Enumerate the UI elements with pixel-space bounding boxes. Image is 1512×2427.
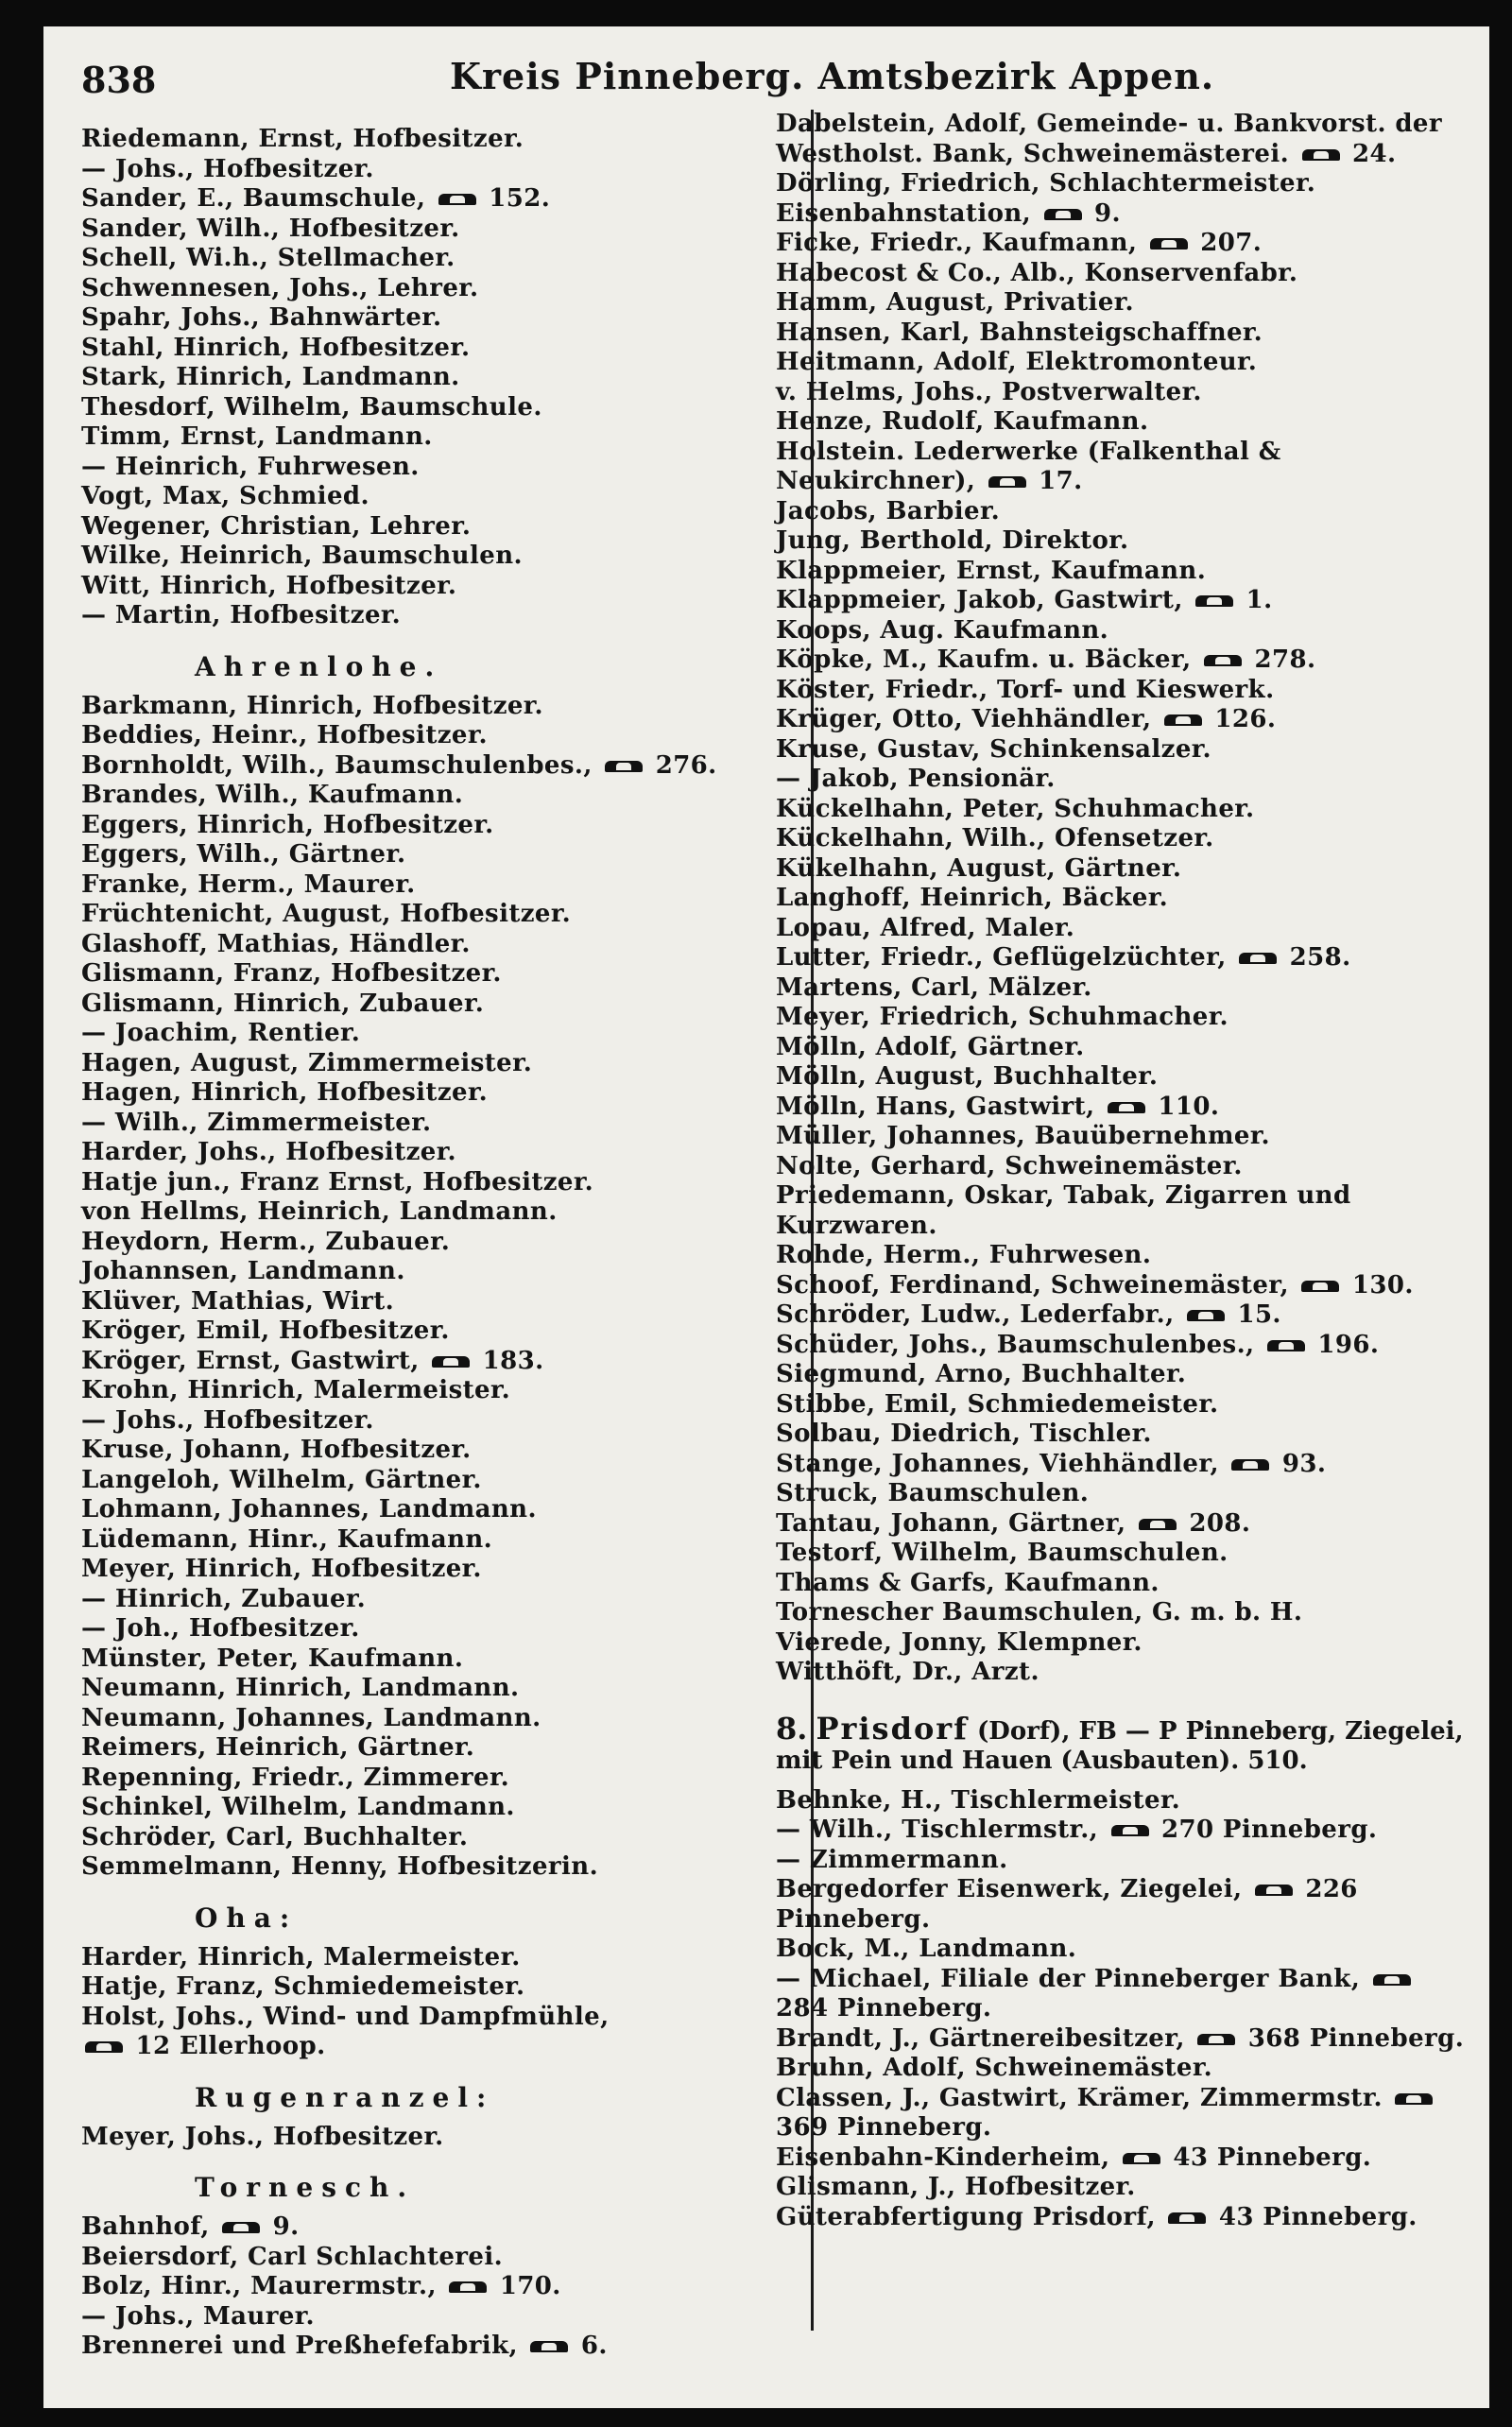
section-heading-tornesch: Tornesch.: [195, 2172, 416, 2203]
left-column: [81, 125, 781, 2362]
directory-entry: Hagen, August, Zimmermeister.: [81, 1048, 533, 1077]
directory-entry: Krüger, Otto, Viehhändler, 126.: [776, 705, 1277, 733]
directory-entry: Henze, Rudolf, Kaufmann.: [776, 407, 1149, 436]
telephone-icon: [85, 2040, 123, 2054]
directory-entry: von Hellms, Heinrich, Landmann.: [81, 1197, 558, 1226]
directory-entry: Kröger, Ernst, Gastwirt, 183.: [81, 1346, 544, 1375]
directory-entry: Stibbe, Emil, Schmiedemeister.: [776, 1389, 1219, 1419]
telephone-icon: [1108, 1101, 1145, 1114]
directory-entry: Wegener, Christian, Lehrer.: [81, 511, 472, 541]
directory-entry: Classen, J., Gastwirt, Krämer, Zimmermstr. 369 Pinneberg.: [776, 2083, 1446, 2142]
directory-entry: Schröder, Carl, Buchhalter.: [81, 1822, 469, 1851]
telephone-icon: [1204, 654, 1242, 667]
directory-page: [43, 26, 1489, 2408]
directory-entry: Früchtenicht, August, Hofbesitzer.: [81, 900, 572, 928]
directory-entry: Klappmeier, Jakob, Gastwirt, 1.: [776, 586, 1273, 614]
directory-entry: Dörling, Friedrich, Schlachtermeister.: [776, 169, 1316, 198]
directory-entry: Mölln, Hans, Gastwirt, 110.: [776, 1092, 1220, 1121]
right-column: [776, 110, 1466, 2232]
directory-entry: Habecost & Co., Alb., Konservenfabr.: [776, 258, 1298, 287]
entry-list-prisdorf: [776, 1786, 1466, 2233]
directory-entry: Stark, Hinrich, Landmann.: [81, 363, 460, 391]
directory-entry: Heydorn, Herm., Zubauer.: [81, 1227, 451, 1256]
directory-entry: — Johs., Hofbesitzer.: [81, 154, 374, 183]
directory-entry: — Wilh., Tischlermstr., 270 Pinneberg.: [776, 1816, 1378, 1844]
telephone-icon: [1044, 208, 1082, 221]
directory-entry: Witthöft, Dr., Arzt.: [776, 1658, 1040, 1686]
directory-entry: Schröder, Ludw., Lederfabr., 15.: [776, 1300, 1281, 1329]
directory-entry: Behnke, H., Tischlermeister.: [776, 1785, 1181, 1815]
place-name: Prisdorf: [816, 1710, 969, 1747]
directory-entry: Nolte, Gerhard, Schweinemäster.: [776, 1151, 1243, 1180]
page-header: [43, 26, 1489, 102]
telephone-icon: [1267, 1339, 1305, 1352]
directory-entry: Hatje, Franz, Schmiedemeister.: [81, 1972, 525, 2001]
directory-entry: — Hinrich, Zubauer.: [81, 1584, 367, 1613]
directory-entry: Bornholdt, Wilh., Baumschulenbes., 276.: [81, 750, 717, 780]
directory-entry: Harder, Johs., Hofbesitzer.: [81, 1138, 456, 1166]
directory-entry: Franke, Herm., Maurer.: [81, 869, 416, 899]
directory-entry: Tornescher Baumschulen, G. m. b. H.: [776, 1598, 1303, 1627]
directory-entry: Schell, Wi.h., Stellmacher.: [81, 244, 455, 272]
directory-entry: Struck, Baumschulen.: [776, 1479, 1090, 1507]
directory-entry: Lopau, Alfred, Maler.: [776, 913, 1075, 942]
directory-entry: Glismann, Hinrich, Zubauer.: [81, 989, 485, 1018]
directory-entry: Vierede, Jonny, Klempner.: [776, 1627, 1143, 1657]
entry-list-ahrenlohe: [81, 692, 781, 1883]
directory-entry: Klappmeier, Ernst, Kaufmann.: [776, 556, 1207, 585]
telephone-icon: [530, 2340, 568, 2353]
directory-entry: Hamm, August, Privatier.: [776, 288, 1134, 317]
directory-entry: Ficke, Friedr., Kaufmann, 207.: [776, 229, 1263, 257]
directory-entry: Solbau, Diedrich, Tischler.: [776, 1420, 1152, 1448]
directory-entry: Timm, Ernst, Landmann.: [81, 422, 433, 451]
telephone-icon: [1168, 2212, 1206, 2225]
directory-entry: Tantau, Johann, Gärtner, 208.: [776, 1508, 1251, 1538]
directory-entry: Mölln, Adolf, Gärtner.: [776, 1032, 1085, 1061]
telephone-icon: [1123, 2152, 1160, 2165]
directory-entry: — Joachim, Rentier.: [81, 1019, 361, 1047]
directory-entry: Semmelmann, Henny, Hofbesitzerin.: [81, 1852, 599, 1881]
directory-entry: Müller, Johannes, Bauübernehmer.: [776, 1122, 1270, 1150]
directory-entry: Heitmann, Adolf, Elektromonteur.: [776, 348, 1258, 376]
directory-entry: Krohn, Hinrich, Malermeister.: [81, 1376, 511, 1404]
directory-entry: Thams & Garfs, Kaufmann.: [776, 1568, 1160, 1597]
directory-entry: Meyer, Hinrich, Hofbesitzer.: [81, 1555, 482, 1583]
directory-entry: Brennerei und Preßhefefabrik, 6.: [81, 2332, 608, 2360]
telephone-icon: [1302, 148, 1340, 162]
entry-list-top: [81, 125, 781, 631]
directory-entry: Glashoff, Mathias, Händler.: [81, 929, 471, 958]
directory-entry: 12 Ellerhoop.: [81, 2032, 781, 2062]
directory-entry: Barkmann, Hinrich, Hofbesitzer.: [81, 691, 543, 720]
telephone-icon: [1239, 952, 1277, 965]
entry-list-right: [776, 110, 1466, 1688]
directory-entry: Dabelstein, Adolf, Gemeinde- u. Bankvorst. der Westholst. Bank, Schweinemästerei. 24.: [776, 110, 1452, 168]
directory-entry: Spahr, Johs., Bahnwärter.: [81, 303, 442, 332]
entry-list-rugenranzel: [81, 2123, 781, 2153]
directory-entry: Jung, Berthold, Direktor.: [776, 526, 1129, 555]
directory-entry: Harder, Hinrich, Malermeister.: [81, 1942, 521, 1971]
directory-entry: Riedemann, Ernst, Hofbesitzer.: [81, 125, 524, 153]
telephone-icon: [1111, 1824, 1149, 1837]
directory-entry: Schoof, Ferdinand, Schweinemäster, 130.: [776, 1270, 1414, 1300]
directory-entry: Bruhn, Adolf, Schweinemäster.: [776, 2054, 1213, 2082]
directory-entry: Lohmann, Johannes, Landmann.: [81, 1495, 537, 1523]
directory-entry: Beiersdorf, Carl Schlachterei.: [81, 2242, 504, 2271]
directory-entry: — Joh., Hofbesitzer.: [81, 1614, 360, 1643]
directory-entry: Neumann, Hinrich, Landmann.: [81, 1674, 520, 1702]
telephone-icon: [222, 2221, 260, 2234]
directory-entry: Brandes, Wilh., Kaufmann.: [81, 781, 464, 809]
directory-entry: Mölln, August, Buchhalter.: [776, 1062, 1159, 1091]
section-heading-rugenranzel: Rugenranzel:: [195, 2081, 495, 2113]
directory-entry: Schüder, Johs., Baumschulenbes., 196.: [776, 1330, 1380, 1359]
directory-entry: Holst, Johs., Wind- und Dampfmühle,: [81, 2002, 610, 2031]
directory-entry: Bahnhof, 9.: [81, 2212, 300, 2241]
place-description: (Dorf), FB — P Pinneberg, Ziegelei, mit Pein und Hauen (Ausbauten). 510.: [776, 1716, 1464, 1775]
directory-entry: Repenning, Friedr., Zimmerer.: [81, 1763, 510, 1792]
directory-entry: Schinkel, Wilhelm, Landmann.: [81, 1793, 515, 1821]
directory-entry: — Michael, Filiale der Pinneberger Bank, 284 Pinneberg.: [776, 1964, 1424, 2022]
directory-entry: Sander, E., Baumschule, 152.: [81, 184, 551, 213]
directory-entry: Kükelhahn, August, Gärtner.: [776, 853, 1182, 883]
directory-entry: Langhoff, Heinrich, Bäcker.: [776, 884, 1169, 912]
directory-entry: Jacobs, Barbier.: [776, 496, 1001, 525]
directory-entry: Hagen, Hinrich, Hofbesitzer.: [81, 1078, 489, 1107]
directory-entry: Güterabfertigung Prisdorf, 43 Pinneberg.: [776, 2202, 1418, 2231]
directory-entry: Kückelhahn, Wilh., Ofensetzer.: [776, 824, 1214, 852]
directory-entry: Kröger, Emil, Hofbesitzer.: [81, 1317, 450, 1345]
page-number: 838: [81, 59, 157, 101]
section-heading-ahrenlohe: Ahrenlohe.: [195, 650, 443, 682]
directory-entry: Beddies, Heinr., Hofbesitzer.: [81, 721, 488, 749]
directory-entry: Kückelhahn, Peter, Schuhmacher.: [776, 794, 1255, 823]
directory-entry: Köpke, M., Kaufm. u. Bäcker, 278.: [776, 645, 1316, 674]
directory-entry: Glismann, J., Hofbesitzer.: [776, 2173, 1136, 2201]
directory-entry: Eisenbahnstation, 9.: [776, 198, 1121, 228]
telephone-icon: [1139, 1518, 1177, 1531]
directory-entry: Holstein. Lederwerke (Falkenthal & Neukirchner), 17.: [776, 437, 1291, 495]
directory-entry: Lutter, Friedr., Geflügelzüchter, 258.: [776, 943, 1351, 972]
telephone-icon: [1195, 594, 1233, 608]
directory-entry: Bock, M., Landmann.: [776, 1935, 1077, 1963]
directory-entry: Kruse, Johann, Hofbesitzer.: [81, 1436, 472, 1464]
telephone-icon: [438, 193, 476, 206]
directory-entry: Brandt, J., Gärtnereibesitzer, 368 Pinneberg.: [776, 2023, 1465, 2053]
directory-entry: Sander, Wilh., Hofbesitzer.: [81, 214, 460, 243]
directory-entry: Eggers, Wilh., Gärtner.: [81, 840, 406, 869]
telephone-icon: [1231, 1458, 1269, 1472]
directory-entry: Stange, Johannes, Viehhändler, 93.: [776, 1449, 1327, 1478]
entry-list-tornesch: [81, 2212, 781, 2362]
telephone-icon: [1197, 2033, 1235, 2046]
directory-entry: — Heinrich, Fuhrwesen.: [81, 452, 420, 481]
directory-entry: Hatje jun., Franz Ernst, Hofbesitzer.: [81, 1167, 594, 1196]
directory-entry: Eggers, Hinrich, Hofbesitzer.: [81, 810, 494, 839]
directory-entry: — Johs., Maurer.: [81, 2301, 315, 2331]
directory-entry: Neumann, Johannes, Landmann.: [81, 1703, 541, 1732]
directory-entry: — Martin, Hofbesitzer.: [81, 601, 402, 629]
directory-entry: Lüdemann, Hinr., Kaufmann.: [81, 1524, 493, 1554]
directory-entry: Münster, Peter, Kaufmann.: [81, 1644, 464, 1673]
telephone-icon: [1373, 1973, 1411, 1987]
directory-entry: Rohde, Herm., Fuhrwesen.: [776, 1241, 1152, 1269]
telephone-icon: [449, 2281, 487, 2294]
telephone-icon: [1187, 1309, 1225, 1322]
directory-entry: — Zimmermann.: [776, 1845, 1008, 1874]
directory-entry: Klüver, Mathias, Wirt.: [81, 1286, 395, 1316]
section-heading-oha: Oha:: [195, 1902, 299, 1934]
directory-entry: Glismann, Franz, Hofbesitzer.: [81, 959, 502, 988]
directory-entry: Witt, Hinrich, Hofbesitzer.: [81, 571, 457, 600]
telephone-icon: [1395, 2092, 1433, 2106]
directory-entry: Köster, Friedr., Torf- und Kieswerk.: [776, 675, 1275, 704]
directory-entry: Siegmund, Arno, Buchhalter.: [776, 1360, 1187, 1388]
entry-list-oha: [81, 1943, 781, 2062]
directory-entry: Vogt, Max, Schmied.: [81, 482, 369, 510]
directory-entry: Bergedorfer Eisenwerk, Ziegelei, 226 Pinneberg.: [776, 1875, 1367, 1934]
telephone-icon: [1301, 1280, 1339, 1293]
directory-entry: — Jakob, Pensionär.: [776, 765, 1056, 793]
directory-entry: Wilke, Heinrich, Baumschulen.: [81, 542, 523, 570]
directory-entry: Martens, Carl, Mälzer.: [776, 973, 1092, 1002]
telephone-icon: [605, 760, 643, 773]
directory-entry: Thesdorf, Wilhelm, Baumschule.: [81, 392, 542, 422]
directory-entry: v. Helms, Johs., Postverwalter.: [776, 377, 1202, 406]
telephone-icon: [1150, 237, 1188, 250]
page-title: Kreis Pinneberg. Amtsbezirk Appen.: [450, 55, 1215, 97]
directory-entry: Koops, Aug. Kaufmann.: [776, 615, 1109, 645]
place-block-prisdorf: [776, 1710, 1466, 1777]
directory-entry: Langeloh, Wilhelm, Gärtner.: [81, 1465, 482, 1494]
directory-entry: Schwennesen, Johs., Lehrer.: [81, 273, 479, 302]
place-number: 8.: [776, 1710, 808, 1747]
directory-entry: — Johs., Hofbesitzer.: [81, 1405, 374, 1435]
directory-entry: Reimers, Heinrich, Gärtner.: [81, 1733, 475, 1762]
telephone-icon: [1164, 714, 1202, 727]
telephone-icon: [1255, 1884, 1293, 1897]
directory-entry: — Wilh., Zimmermeister.: [81, 1108, 432, 1137]
telephone-icon: [988, 475, 1026, 489]
directory-entry: Stahl, Hinrich, Hofbesitzer.: [81, 333, 471, 362]
directory-entry: Eisenbahn-Kinderheim, 43 Pinneberg.: [776, 2143, 1372, 2172]
directory-entry: Kruse, Gustav, Schinkensalzer.: [776, 734, 1211, 764]
directory-entry: Johannsen, Landmann.: [81, 1257, 405, 1285]
directory-entry: Hansen, Karl, Bahnsteigschaffner.: [776, 318, 1263, 347]
directory-entry: Meyer, Friedrich, Schuhmacher.: [776, 1003, 1228, 1031]
directory-entry: Meyer, Johs., Hofbesitzer.: [81, 2122, 444, 2151]
directory-entry: Bolz, Hinr., Maurermstr., 170.: [81, 2272, 561, 2300]
telephone-icon: [432, 1355, 470, 1368]
directory-entry: Priedemann, Oskar, Tabak, Zigarren und Kurzwaren.: [776, 1181, 1360, 1240]
directory-entry: Testorf, Wilhelm, Baumschulen.: [776, 1539, 1228, 1567]
